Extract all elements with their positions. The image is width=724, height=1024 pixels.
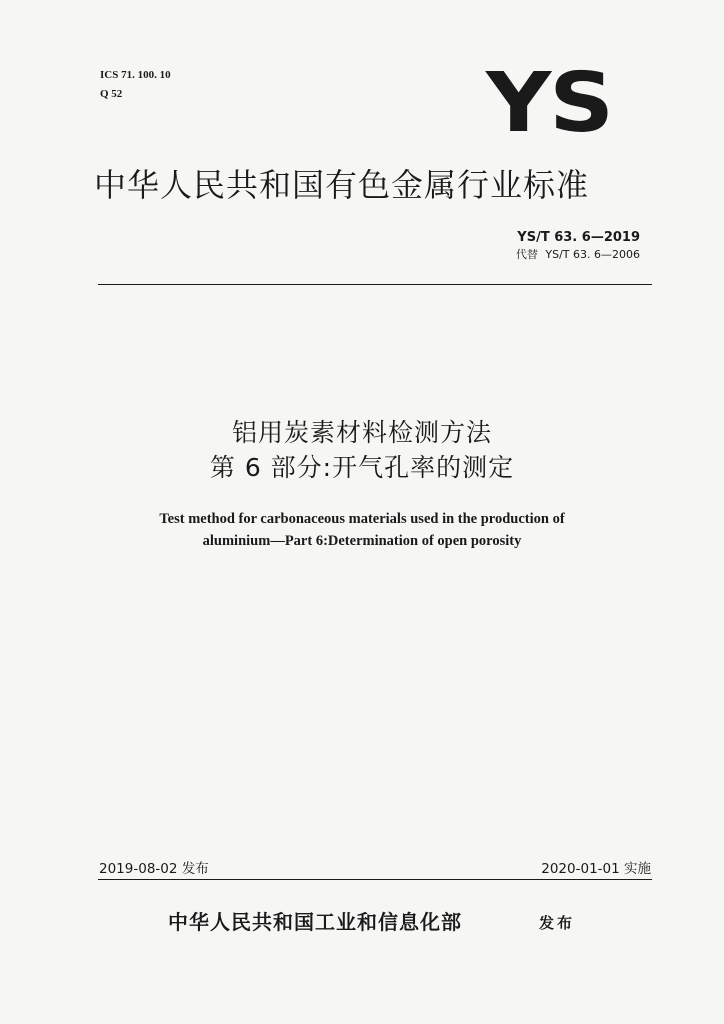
implementation-date: 2020-01-01 实施 <box>541 861 651 877</box>
standard-number: YS/T 63. 6—2019 <box>517 230 640 245</box>
top-divider <box>98 284 652 285</box>
ys-logo: YS <box>486 56 612 151</box>
english-title-line-2: aluminium—Part 6:Determination of open porosity <box>202 533 522 549</box>
issue-date: 2019-08-02 发布 <box>99 861 209 877</box>
ccs-code: Q 52 <box>100 88 123 100</box>
bottom-divider <box>98 879 652 880</box>
ics-code: ICS 71. 100. 10 <box>100 69 171 81</box>
chinese-title-line-1: 铝用炭素材料检测方法 <box>231 418 492 447</box>
english-title-line-1: Test method for carbonaceous materials used in the production of <box>159 511 565 527</box>
issuing-authority: 中华人民共和国工业和信息化部 <box>168 910 462 934</box>
replaced-standard <box>512 248 640 262</box>
issue-action: 发布 <box>539 914 576 932</box>
chinese-title-line-2: 第 6 部分:开气孔率的测定 <box>209 453 515 482</box>
replaces-label: 代替 <box>515 248 538 261</box>
replaced-standard-number: YS/T 63. 6—2006 <box>545 248 640 261</box>
classification-codes <box>100 66 171 104</box>
industry-standard-title: 中华人民共和国有色金属行业标准 <box>94 166 590 204</box>
